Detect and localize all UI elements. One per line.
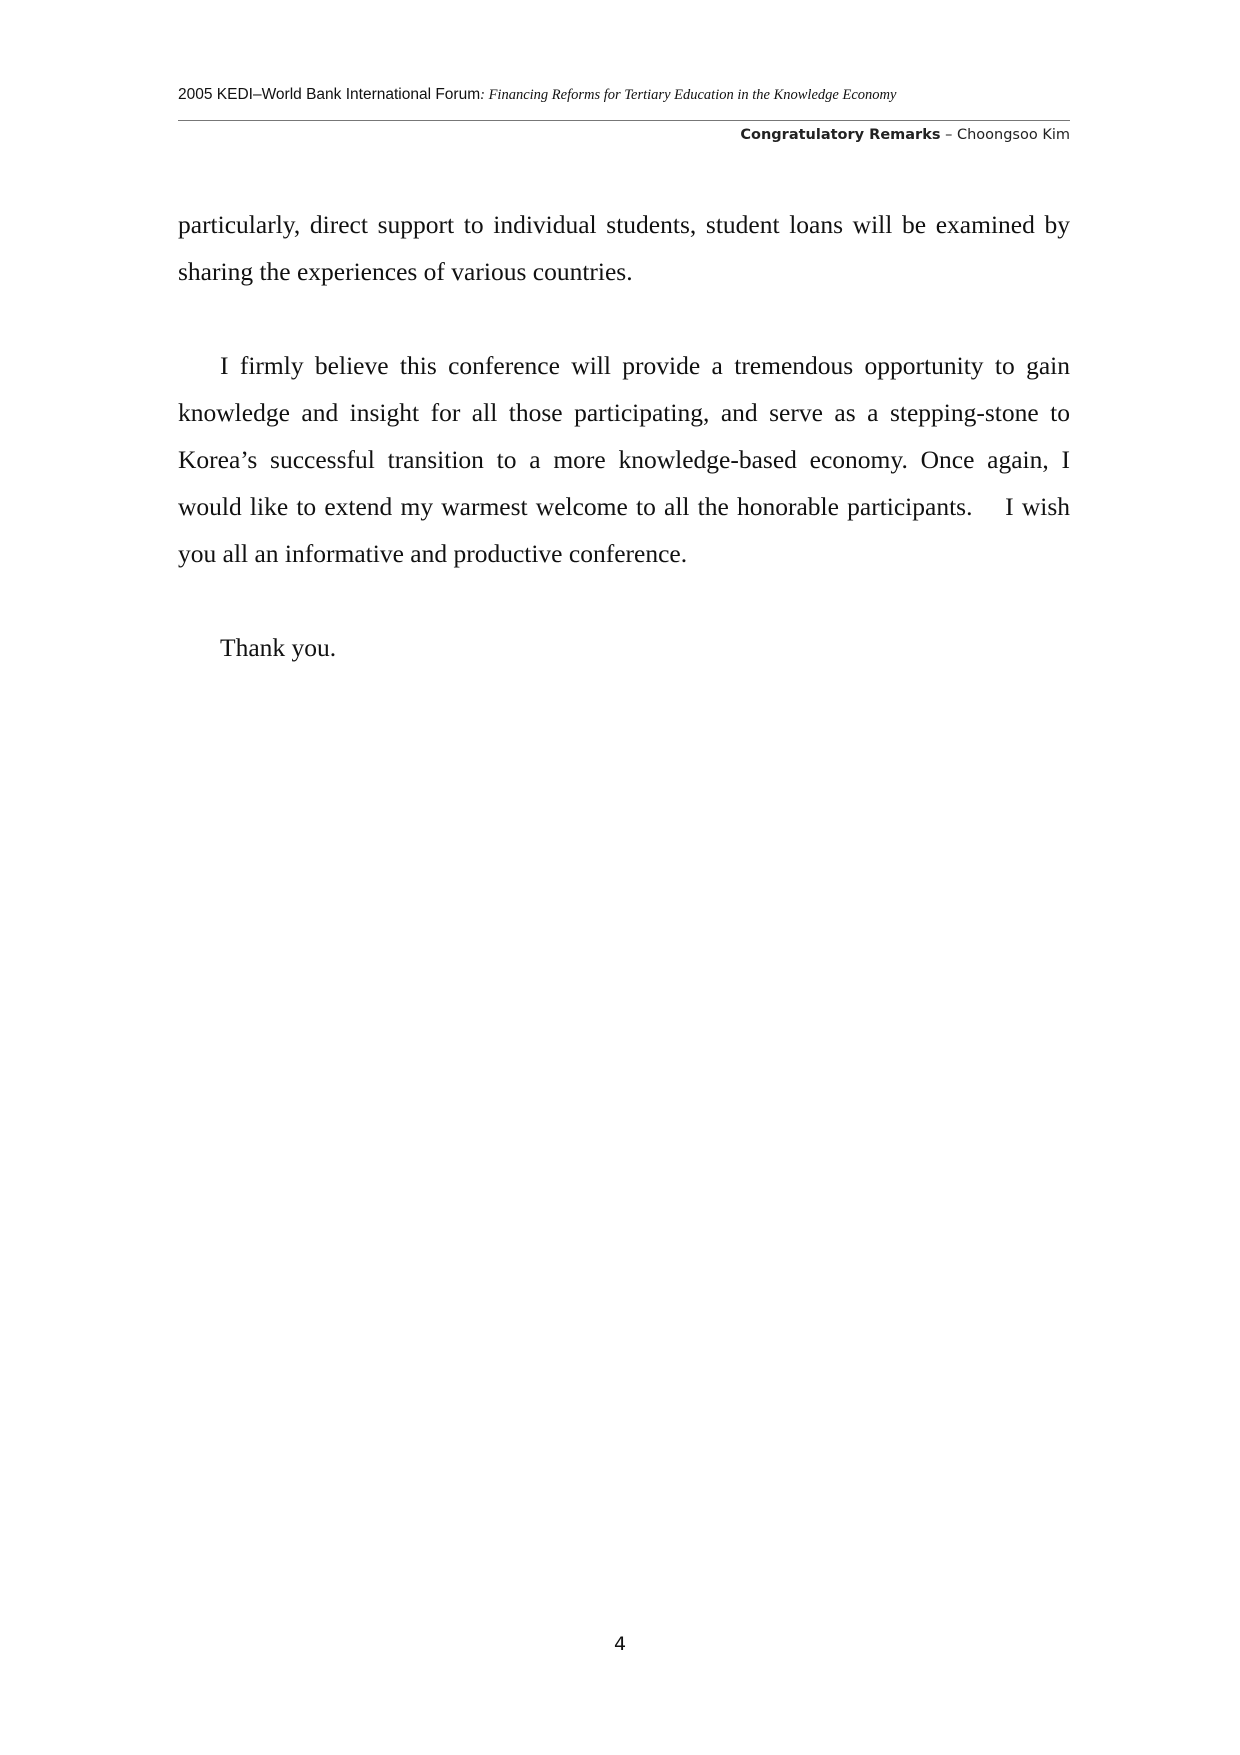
section-label: Congratulatory Remarks xyxy=(740,127,941,143)
page-number: 4 xyxy=(613,1633,627,1655)
forum-title: 2005 KEDI–World Bank International Forum xyxy=(178,86,481,103)
header-divider xyxy=(178,120,1070,121)
header-separator: – xyxy=(940,127,957,143)
paragraph: particularly, direct support to individual students, student loans will be examined by sharing the experiences of various countries. xyxy=(178,210,1070,286)
speaker-name: Choongsoo Kim xyxy=(956,127,1070,143)
paragraph: I firmly believe this conference will provide a tremendous opportunity to gain knowledge and insight for all those participating, and serve as a stepping-stone to Korea’s successful transition to a more knowledge-based economy. Once again, I would like to extend my warmest welcome to all the honorable participants. I wish you all an informative and productive conference. xyxy=(178,351,1077,568)
forum-subtitle: : Financing Reforms for Tertiary Education in the Knowledge Economy xyxy=(480,87,897,103)
body-text xyxy=(178,201,1077,671)
closing-line: Thank you. xyxy=(220,633,337,662)
running-header xyxy=(178,86,1070,104)
section-header xyxy=(740,126,1070,144)
